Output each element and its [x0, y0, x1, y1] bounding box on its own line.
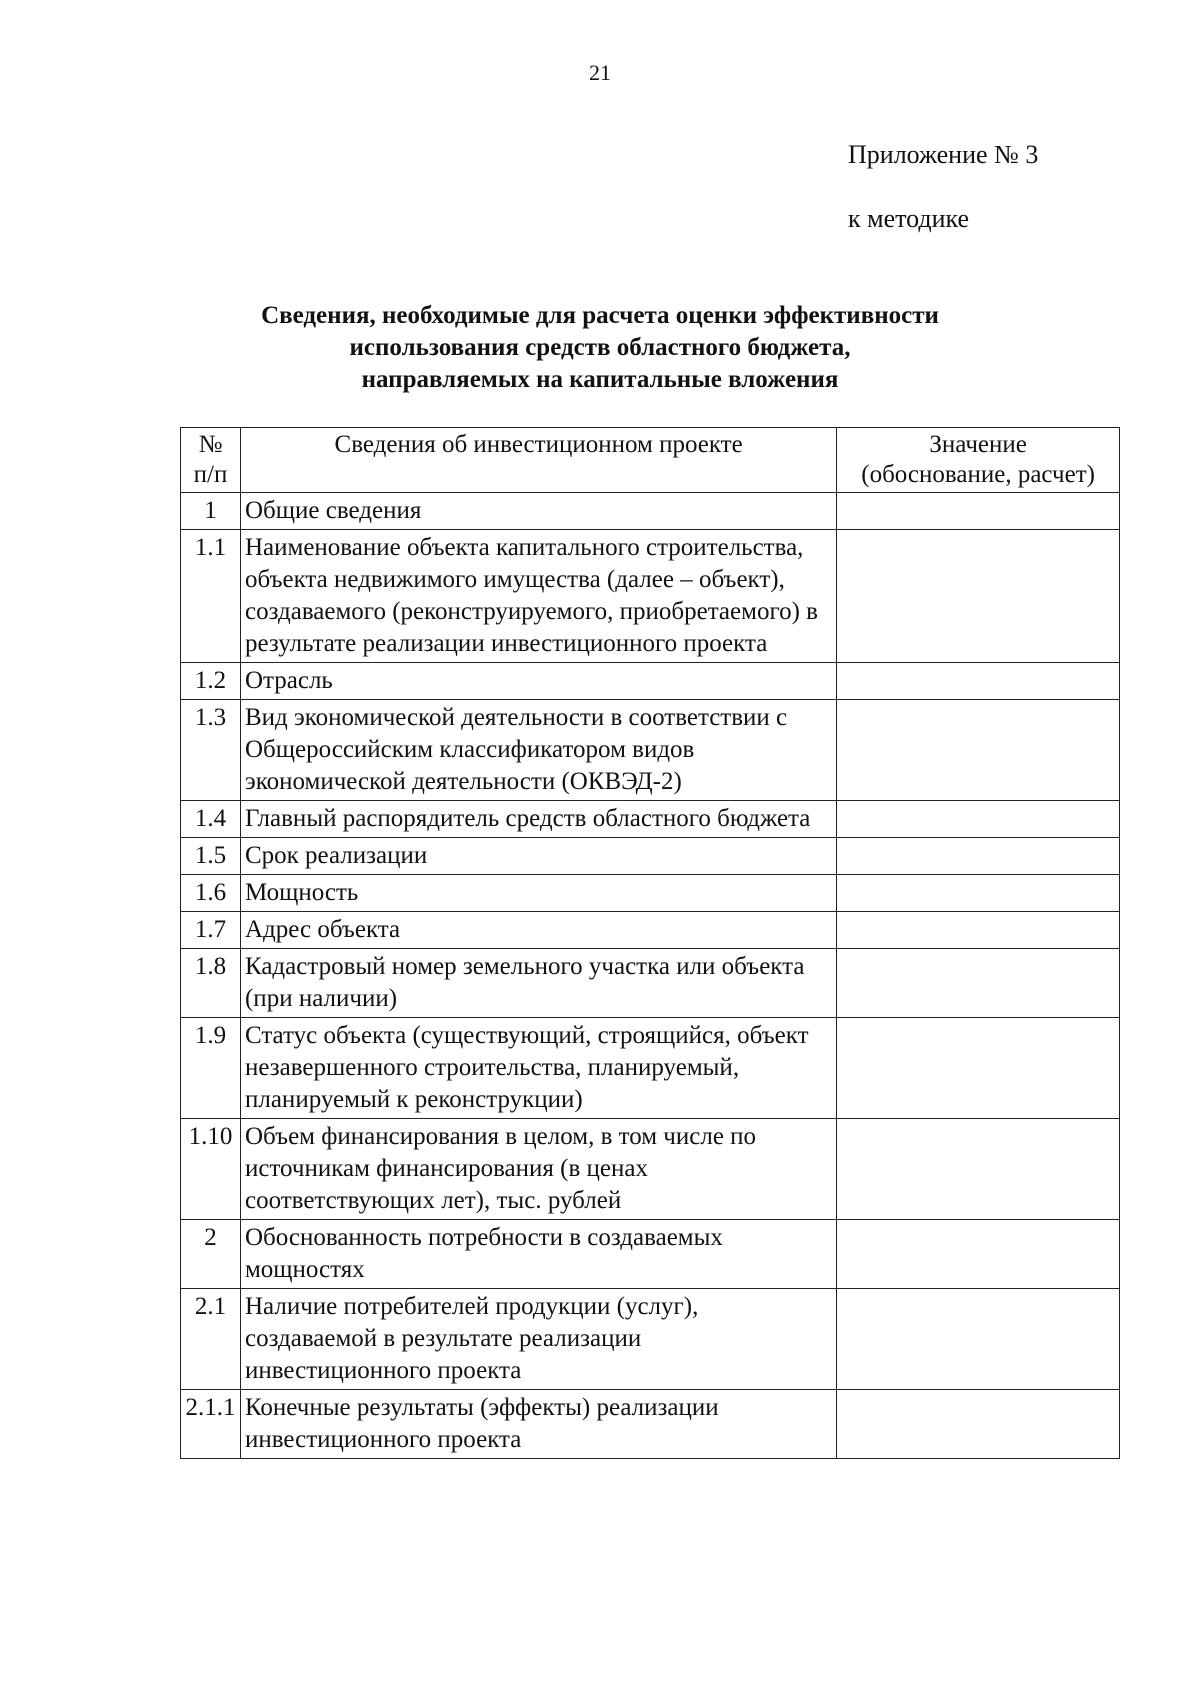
appendix-label: Приложение № 3: [848, 140, 1039, 169]
row-description: Вид экономической деятельности в соответствии с Общероссийским классификатором видов экономической деятельности (ОКВЭД-2): [240, 700, 836, 801]
header-number-abbrev: п/п: [193, 461, 228, 488]
table-row: [181, 1390, 1120, 1459]
row-number: 1.5: [181, 838, 241, 875]
row-value: [837, 700, 1120, 801]
row-value: [837, 949, 1120, 1018]
row-description: Отрасль: [240, 663, 836, 700]
title-line-1: Сведения, необходимые для расчета оценки эффективности: [261, 302, 939, 329]
row-number: 1.1: [181, 530, 241, 663]
investment-info-table: [180, 427, 1120, 1459]
row-number: 1.3: [181, 700, 241, 801]
row-value: [837, 1018, 1120, 1119]
table-row: [181, 801, 1120, 838]
table-row: [181, 1119, 1120, 1220]
header-description: Сведения об инвестиционном проекте: [240, 428, 836, 493]
row-value: [837, 1289, 1120, 1390]
table-row: [181, 1289, 1120, 1390]
table-header-row: [181, 428, 1120, 493]
row-value: [837, 1390, 1120, 1459]
row-description: Кадастровый номер земельного участка или объекта (при наличии): [240, 949, 836, 1018]
header-number-symbol: №: [198, 431, 223, 458]
row-number: 1.8: [181, 949, 241, 1018]
row-description: Объем финансирования в целом, в том числе по источникам финансирования (в ценах соответствующих лет), тыс. рублей: [240, 1119, 836, 1220]
table-row: [181, 1220, 1120, 1289]
row-description: Наименование объекта капитального строительства, объекта недвижимого имущества (далее – объект), создаваемого (реконструируемого, приобретаемого) в результате реализации инвестиционного проекта: [240, 530, 836, 663]
row-number: 1.6: [181, 875, 241, 912]
table-row: [181, 700, 1120, 801]
table-row: [181, 949, 1120, 1018]
row-description: Конечные результаты (эффекты) реализации инвестиционного проекта: [240, 1390, 836, 1459]
row-description: Общие сведения: [240, 493, 836, 530]
title-line-2: использования средств областного бюджета,: [349, 334, 851, 361]
row-description: Адрес объекта: [240, 912, 836, 949]
appendix-reference: к методике: [848, 204, 970, 233]
row-description: Обоснованность потребности в создаваемых мощностях: [240, 1220, 836, 1289]
row-number: 1.2: [181, 663, 241, 700]
title-line-3: направляемых на капитальные вложения: [361, 366, 839, 393]
table-row: [181, 530, 1120, 663]
row-number: 1.4: [181, 801, 241, 838]
row-description: Мощность: [240, 875, 836, 912]
header-value-title: Значение: [929, 431, 1027, 458]
row-value: [837, 530, 1120, 663]
table-row: [181, 875, 1120, 912]
row-number: 2: [181, 1220, 241, 1289]
header-number: [181, 428, 241, 493]
row-value: [837, 838, 1120, 875]
row-value: [837, 493, 1120, 530]
row-number: 2.1: [181, 1289, 241, 1390]
document-title: [0, 300, 1200, 396]
page-number: 21: [589, 60, 611, 85]
row-description: Статус объекта (существующий, строящийся, объект незавершенного строительства, планируемый, планируемый к реконструкции): [240, 1018, 836, 1119]
row-number: 1.7: [181, 912, 241, 949]
row-number: 2.1.1: [181, 1390, 241, 1459]
table-row: [181, 838, 1120, 875]
row-value: [837, 1220, 1120, 1289]
table-body: [181, 493, 1120, 1459]
row-number: 1.10: [181, 1119, 241, 1220]
header-value-note: (обоснование, расчет): [861, 461, 1095, 488]
row-number: 1.9: [181, 1018, 241, 1119]
row-description: Наличие потребителей продукции (услуг), создаваемой в результате реализации инвестиционного проекта: [240, 1289, 836, 1390]
row-value: [837, 875, 1120, 912]
row-value: [837, 1119, 1120, 1220]
table-row: [181, 912, 1120, 949]
header-value: [837, 428, 1120, 493]
row-description: Срок реализации: [240, 838, 836, 875]
row-value: [837, 801, 1120, 838]
row-number: 1: [181, 493, 241, 530]
table-row: [181, 1018, 1120, 1119]
table-row: [181, 493, 1120, 530]
row-description: Главный распорядитель средств областного бюджета: [240, 801, 836, 838]
row-value: [837, 912, 1120, 949]
table-row: [181, 663, 1120, 700]
row-value: [837, 663, 1120, 700]
